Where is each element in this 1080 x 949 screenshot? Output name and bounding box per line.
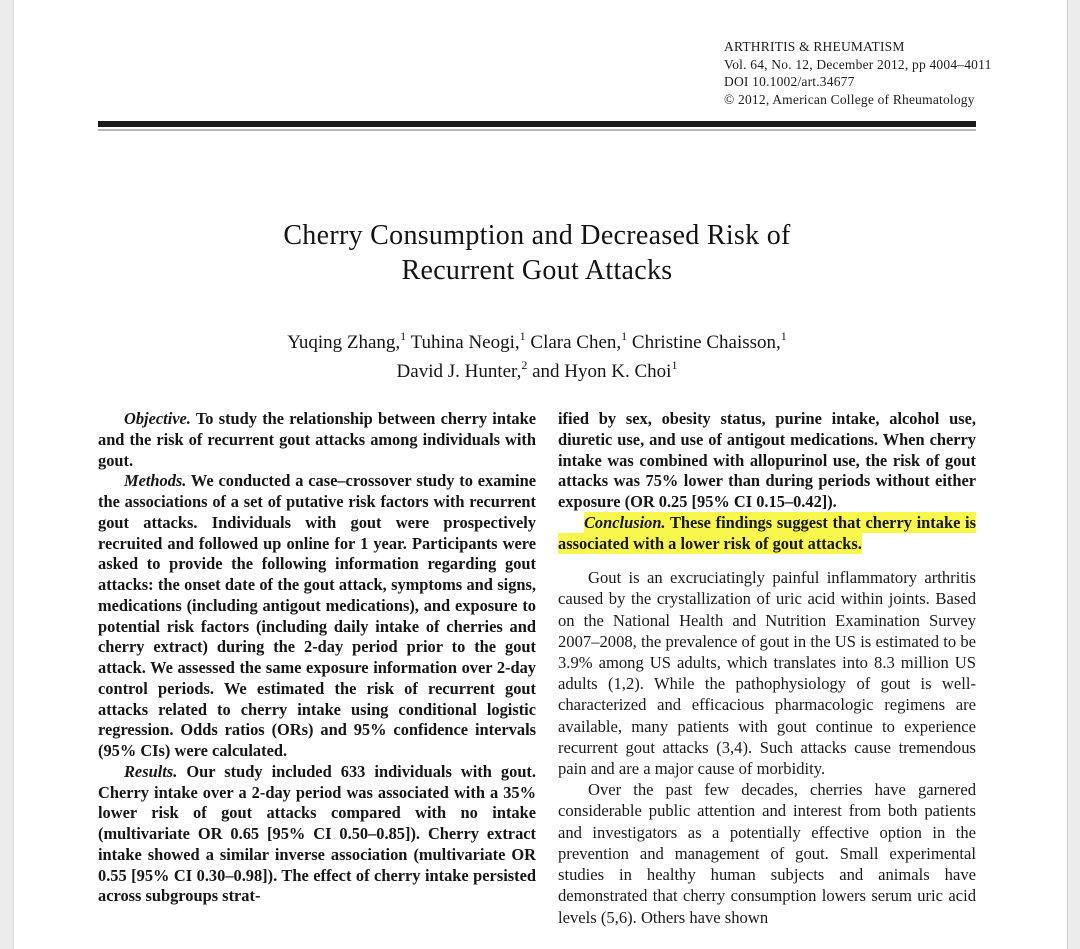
author: Christine Chaisson,	[627, 332, 781, 353]
author-affiliation-mark: 1	[519, 328, 526, 343]
author: Tuhina Neogi,	[406, 332, 520, 353]
two-column-text	[98, 409, 976, 949]
journal-copyright-line: © 2012, American College of Rheumatology	[724, 91, 975, 107]
journal-page	[13, 0, 1068, 949]
author-list	[98, 328, 976, 386]
author-affiliation-mark: 1	[671, 357, 678, 372]
author: and Hyon K. Choi	[527, 361, 672, 382]
author-affiliation-mark: 1	[400, 328, 407, 343]
abstract-conclusion-text: These findings suggest that cherry intake is associated with a lower risk of gout attacks.	[558, 512, 976, 553]
highlighted-conclusion	[558, 512, 976, 554]
journal-issue-line: Vol. 64, No. 12, December 2012, pp 4004–4011	[724, 56, 992, 72]
abstract-objective-label: Objective.	[124, 409, 191, 428]
abstract-conclusion	[558, 513, 976, 555]
abstract-results-text-left: Our study included 633 individuals with gout. Cherry intake over a 2-day period was associated with a 35% lower risk of gout attacks compared with no intake (multivariate OR 0.65 [95% CI 0.50–0.85]). Cherry extract intake showed a similar inverse association (multivariate OR 0.55 [95% CI 0.30–0.98]). The effect of cherry intake persisted across subgroups strat-	[98, 761, 536, 906]
left-column	[98, 409, 536, 949]
author: Clara Chen,	[525, 332, 622, 353]
abstract-results-label: Results.	[124, 761, 178, 781]
abstract-conclusion-label: Conclusion.	[584, 512, 666, 532]
journal-doi-line: DOI 10.1002/art.34677	[724, 74, 855, 89]
author-affiliation-mark: 1	[621, 328, 628, 343]
article-title-line-1: Cherry Consumption and Decreased Risk of	[283, 220, 791, 251]
article-title-line-2: Recurrent Gout Attacks	[401, 255, 673, 286]
journal-masthead	[724, 38, 992, 108]
abstract-objective-text: To study the relationship between cherry intake and the risk of recurrent gout attacks among individuals with gout.	[98, 409, 536, 470]
intro-paragraph-2: Over the past few decades, cherries have garnered considerable public attention and interest from both patients and investigators as a potentially effective option in the prevention and management of gout. Small experimental studies in healthy human subjects and animals have demonstrated that cherry consumption lowers serum uric acid levels (5,6). Others have shown	[558, 780, 976, 927]
abstract-results-continued	[558, 409, 976, 513]
right-column	[558, 409, 976, 949]
author-affiliation-mark: 2	[521, 357, 528, 372]
authors-line-2	[98, 357, 976, 386]
intro-paragraph-1: Gout is an excruciatingly painful inflammatory arthritis caused by the crystallization of uric acid within joints. Based on the National Health and Nutrition Examination Survey 2007–2008, the prevalence of gout in the US is estimated to be 3.9% among US adults, which translates into 8.3 million US adults (1,2). While the pathophysiology of gout is well-characterized and efficacious pharmacologic regimens are available, many patients with gout continue to experience recurrent gout attacks (3,4). Such attacks cause tremendous pain and are a major cause of morbidity.	[558, 568, 976, 779]
abstract-methods-label: Methods.	[124, 471, 187, 491]
article-title	[98, 218, 976, 288]
author: Yuqing Zhang,	[287, 332, 401, 353]
divider-thick-rule	[98, 121, 976, 127]
abstract-objective	[98, 409, 536, 471]
author-affiliation-mark: 1	[780, 328, 787, 343]
authors-line-1	[98, 328, 976, 357]
author: David J. Hunter,	[396, 361, 522, 382]
divider-thin-rule	[98, 129, 976, 131]
abstract-methods	[98, 471, 536, 762]
abstract-results-text-right: ified by sex, obesity status, purine intake, alcohol use, diuretic use, and use of antigout medications. When cherry intake was combined with allopurinol use, the risk of gout attacks was 75% lower than during periods without either exposure (OR 0.25 [95% CI 0.15–0.42]).	[558, 409, 976, 511]
journal-name: ARTHRITIS & RHEUMATISM	[724, 39, 905, 54]
abstract-methods-text: We conducted a case–crossover study to examine the associations of a set of putative risk factors with recurrent gout attacks. Individuals with gout were prospectively recruited and followed up online for 1 year. Participants were asked to provide the following information regarding gout attacks: the onset date of the gout attack, symptoms and signs, medications (including antigout medications), and exposure to potential risk factors (including daily intake of cherries and cherry extract) during the 2-day period prior to the gout attack. We assessed the same exposure information over 2-day control periods. We estimated the risk of recurrent gout attacks related to cherry intake using conditional logistic regression. Odds ratios (ORs) and 95% confidence intervals (95% CIs) were calculated.	[98, 471, 536, 760]
abstract-results	[98, 762, 536, 907]
masthead-divider	[98, 121, 976, 131]
